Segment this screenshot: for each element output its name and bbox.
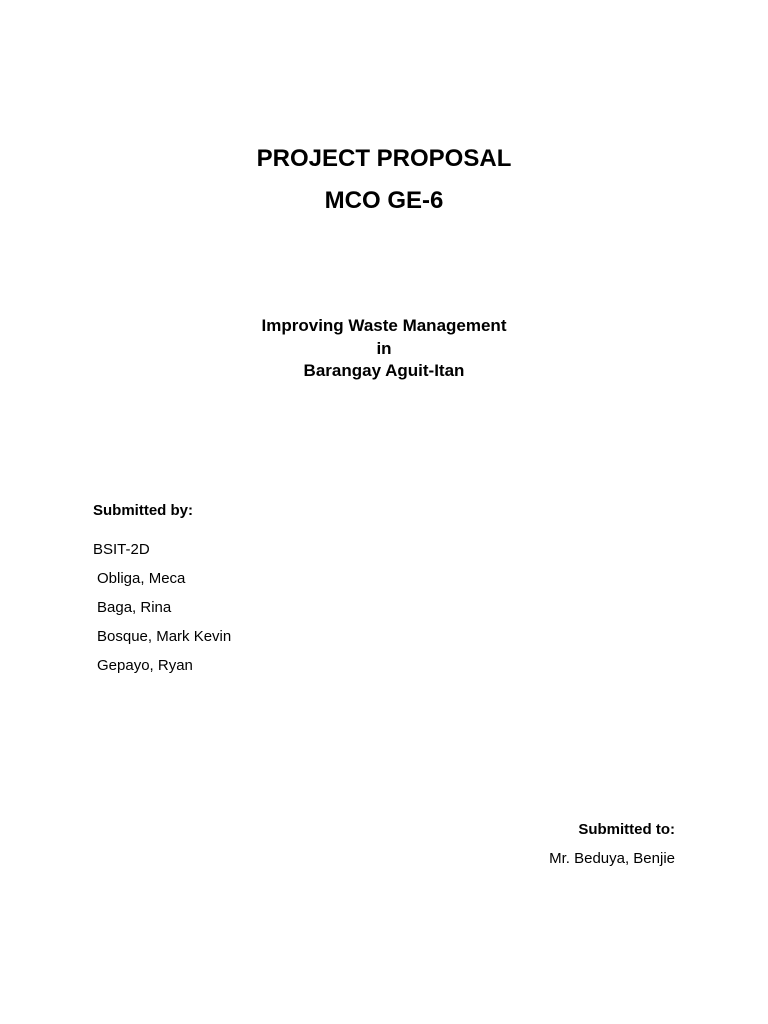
member-name: Obliga, Meca bbox=[97, 570, 186, 587]
section-name: BSIT-2D bbox=[93, 541, 150, 558]
member-name: Baga, Rina bbox=[97, 599, 172, 616]
submitted-to-label: Submitted to: bbox=[578, 821, 675, 838]
adviser-name: Mr. Beduya, Benjie bbox=[549, 850, 675, 867]
topic-line-1: Improving Waste Management bbox=[261, 316, 507, 335]
member-name: Gepayo, Ryan bbox=[97, 657, 193, 674]
topic-line-3: Barangay Aguit-Itan bbox=[303, 361, 465, 380]
project-topic bbox=[0, 315, 768, 383]
submitted-by-label: Submitted by: bbox=[93, 502, 193, 519]
document-title: PROJECT PROPOSAL bbox=[256, 145, 512, 172]
member-name: Bosque, Mark Kevin bbox=[97, 628, 232, 645]
topic-line-2: in bbox=[376, 338, 392, 358]
course-code: MCO GE-6 bbox=[324, 187, 444, 214]
